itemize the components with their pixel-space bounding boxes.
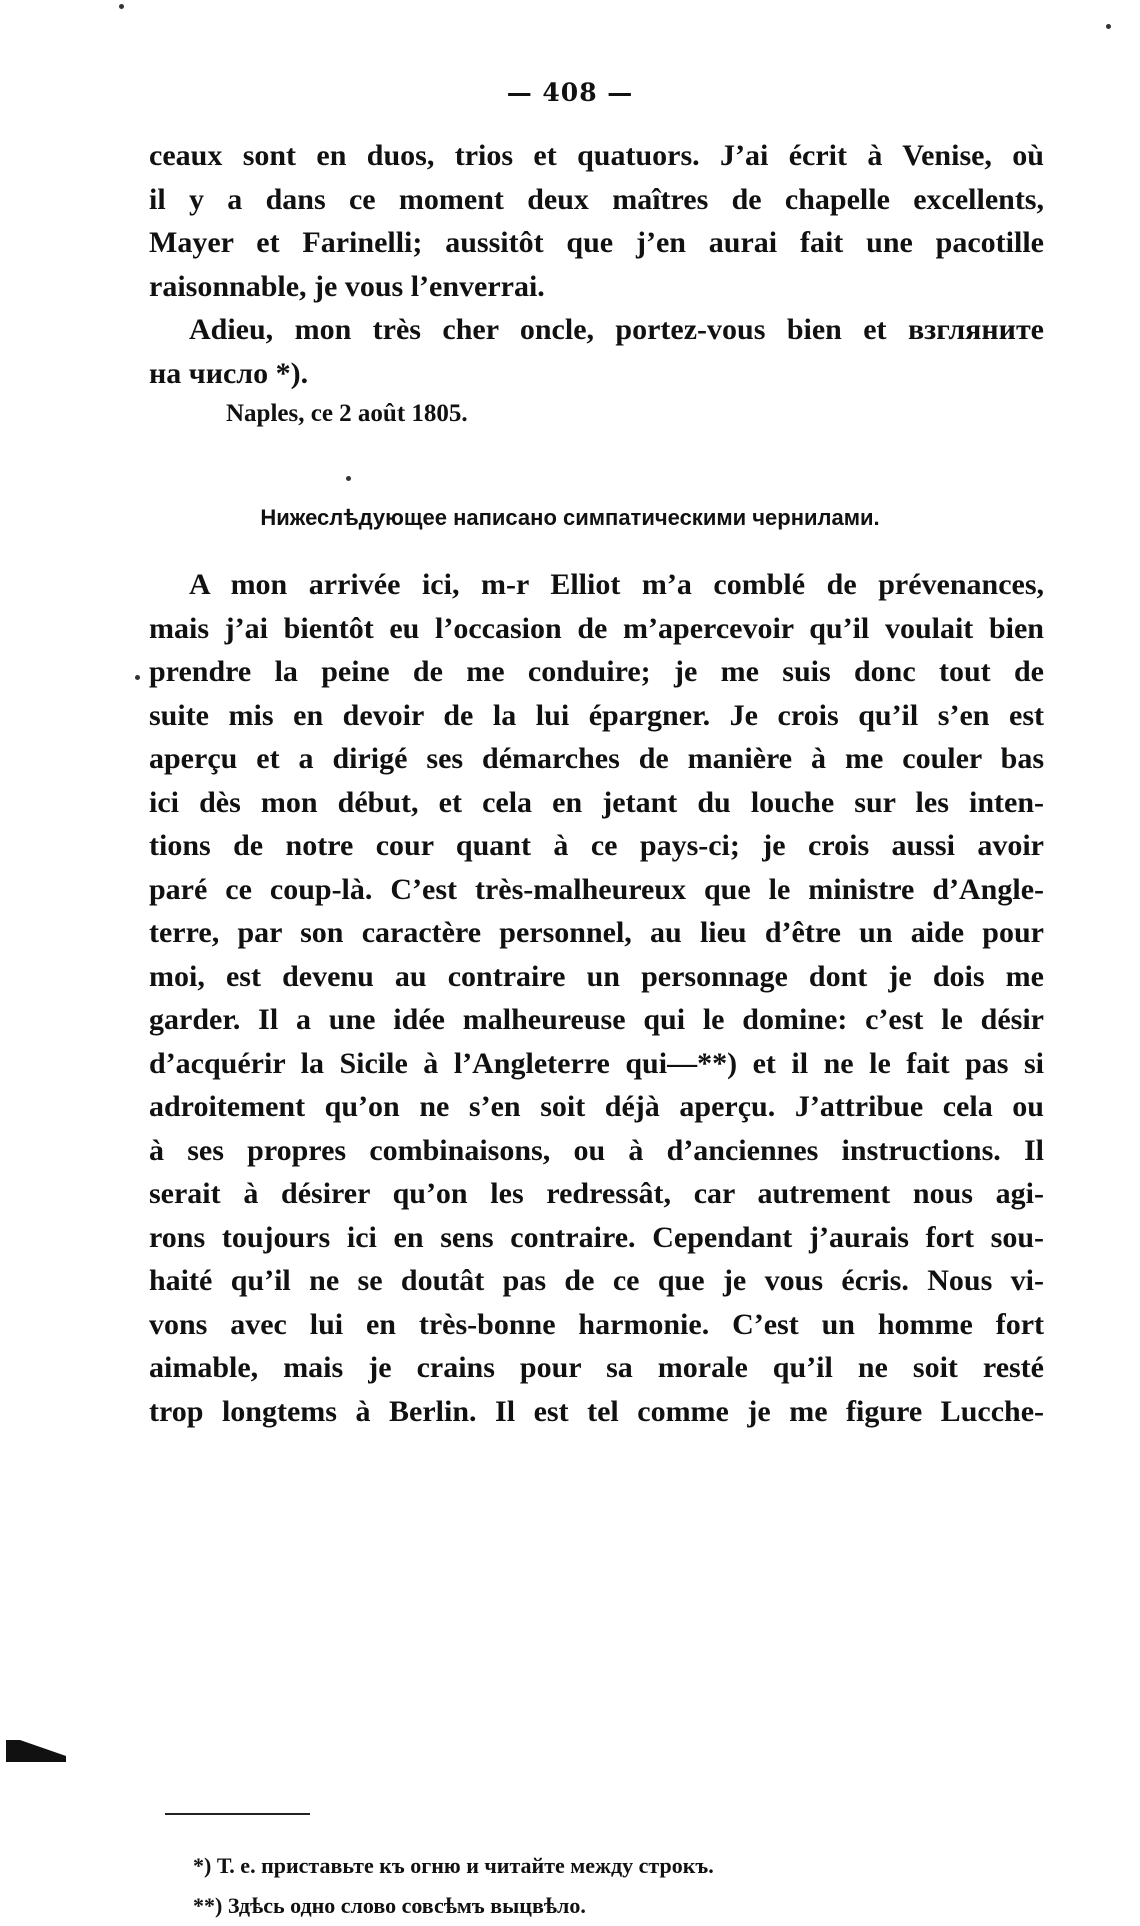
scan-speck [346, 476, 351, 481]
text-line: moi, est devenu au contraire un personnage dont je dois me [149, 959, 1044, 993]
text-line: raisonnable, je vous l’enverrai. [149, 269, 545, 303]
text-line: haité qu’il ne se doutât pas de ce que je vous écris. Nous vi- [149, 1264, 1044, 1297]
text-line: suite mis en devoir de la lui épargner. Je crois qu’il s’en est [149, 698, 1044, 732]
footnote-divider [165, 1813, 310, 1815]
text-line: ici dès mon début, et cela en jetant du louche sur les inten- [149, 785, 1044, 819]
text-line: vons avec lui en très-bonne harmonie. C’est un homme fort [149, 1307, 1044, 1341]
text-line: tions de notre cour quant à ce pays-ci; je crois aussi avoir [149, 829, 1044, 862]
scan-speck [1106, 24, 1111, 29]
footnote-1: *) Т. е. приставьте къ огню и читайте между строкъ. [193, 1853, 714, 1878]
text-line: Mayer et Farinelli; aussitôt que j’en aurai fait une pacotille [149, 226, 1044, 259]
corner-arrow-icon [6, 1736, 66, 1762]
footnote-2: **) Здѣсь одно слово совсѣмъ выцвѣло. [193, 1893, 586, 1918]
text-line: A mon arrivée ici, m-r Elliot m’a comblé de prévenances, [189, 568, 1044, 601]
text-line: à ses propres combinaisons, ou à d’anciennes instructions. Il [149, 1133, 1044, 1167]
letter-closing-paragraph [149, 134, 1044, 395]
text-line: rons toujours ici en sens contraire. Cependant j’aurais fort sou- [149, 1220, 1044, 1254]
letter-signature: Naples, ce 2 août 1805. [226, 400, 468, 427]
text-line: trop longtems à Berlin. Il est tel comme je me figure Lucche- [149, 1394, 1044, 1428]
text-line: d’acquérir la Sicile à l’Angleterre qui—**) et il ne le fait pas si [149, 1046, 1044, 1080]
page-number: — 408 — [506, 78, 634, 107]
letter-body-paragraph [149, 563, 1044, 1433]
text-line: aperçu et a dirigé ses démarches de manière à me couler bas [149, 742, 1044, 775]
text-line: garder. Il a une idée malheureuse qui le domine: c’est le désir [149, 1003, 1044, 1036]
text-line: mais j’ai bientôt eu l’occasion de m’apercevoir qu’il voulait bien [149, 611, 1044, 645]
scan-speck [135, 675, 140, 680]
footnotes [193, 1846, 714, 1926]
text-line: serait à désirer qu’on les redressât, car autrement nous agi- [149, 1177, 1044, 1210]
scan-speck [119, 4, 124, 9]
text-line: Adieu, mon très cher oncle, portez-vous bien et взгляните [189, 313, 1044, 346]
text-line: paré ce coup-là. C’est très-malheureux que le ministre d’Angle- [149, 872, 1044, 906]
text-line: aimable, mais je crains pour sa morale qu’il ne soit resté [149, 1351, 1044, 1384]
text-line: terre, par son caractère personnel, au lieu d’être un aide pour [149, 916, 1044, 949]
section-heading: Нижеслѣдующее написано симпатическими чернилами. [260, 505, 880, 530]
text-line: il y a dans ce moment deux maîtres de chapelle excellents, [149, 182, 1044, 216]
text-line: prendre la peine de me conduire; je me suis donc tout de [149, 655, 1044, 688]
text-line: adroitement qu’on ne s’en soit déjà aperçu. J’attribue cela ou [149, 1090, 1044, 1123]
text-line: ceaux sont en duos, trios et quatuors. J’ai écrit à Venise, où [149, 139, 1044, 172]
text-line: на число *). [149, 356, 309, 390]
